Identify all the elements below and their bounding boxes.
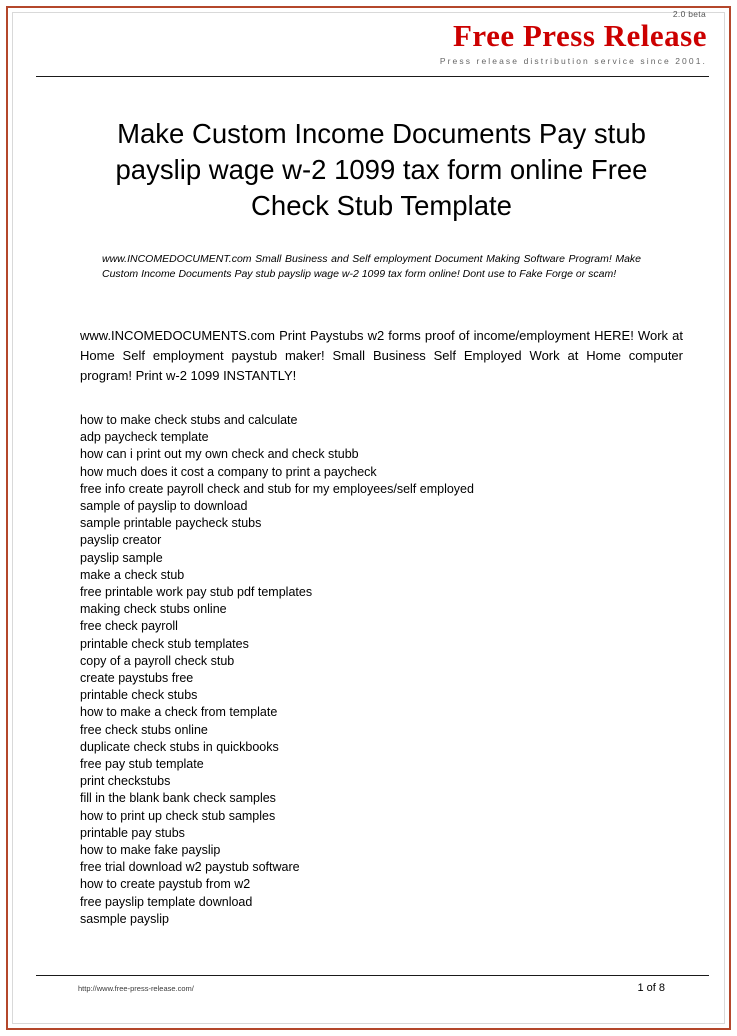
list-item: print checkstubs [80,774,171,789]
list-item: how to create paystub from w2 [80,877,251,892]
list-item: create paystubs free [80,671,194,686]
list-item: free check stubs online [80,722,208,737]
footer-divider [36,975,709,976]
list-item: sasmple payslip [80,911,169,926]
list-item: sample printable paycheck stubs [80,516,262,531]
document-content [80,116,683,928]
list-item: free check payroll [80,619,178,634]
site-logo-tagline: Press release distribution service since 2001. [439,55,707,66]
list-item: printable pay stubs [80,825,185,840]
list-item: how can i print out my own check and check stubb [80,447,359,462]
document-intro: www.INCOMEDOCUMENTS.com Print Paystubs w2 forms proof of income/employment HERE! Work at Home Self employment paystub maker! Small Business Self Employed Work at Home computer program! Print w-2 1099 INSTANTLY! [80,328,683,383]
footer-url[interactable]: http://www.free-press-release.com/ [78,984,194,993]
list-item: how to make check stubs and calculate [80,413,298,427]
list-item: adp paycheck template [80,430,209,445]
list-item: making check stubs online [80,602,227,617]
page-header [18,9,719,78]
list-item: how to print up check stub samples [80,808,276,823]
list-item: make a check stub [80,567,185,582]
page-title: Make Custom Income Documents Pay stub payslip wage w-2 1099 tax form online Free Check Stub Template [115,118,648,221]
list-item: free printable work pay stub pdf templates [80,585,313,600]
list-item: payslip creator [80,533,162,548]
list-item: fill in the blank bank check samples [80,791,276,806]
page-number: 1 of 8 [637,982,665,994]
site-logo[interactable] [439,9,707,66]
document-page [18,9,719,1020]
header-divider [36,76,709,77]
list-item: how to make a check from template [80,705,278,720]
list-item: sample of payslip to download [80,499,248,514]
list-item: payslip sample [80,550,163,565]
site-logo-text: Free Press Release [452,18,707,53]
keyword-list [80,412,683,928]
list-item: duplicate check stubs in quickbooks [80,739,279,754]
page-footer [36,982,709,998]
list-item: free info create payroll check and stub for my employees/self employed [80,481,474,496]
list-item: free trial download w2 paystub software [80,860,300,875]
list-item: free pay stub template [80,757,204,772]
list-item: free payslip template download [80,894,253,909]
list-item: printable check stubs [80,688,198,703]
site-logo-version: 2.0 beta [672,9,706,19]
list-item: printable check stub templates [80,636,249,651]
list-item: how to make fake payslip [80,843,221,858]
list-item: copy of a payroll check stub [80,653,235,668]
list-item: how much does it cost a company to print a paycheck [80,464,377,479]
document-summary: www.INCOMEDOCUMENT.com Small Business and Self employment Document Making Software Program! Make Custom Income Documents Pay stub payslip wage w-2 1099 tax form online! Dont use to Fake Forge or scam! [102,253,641,280]
